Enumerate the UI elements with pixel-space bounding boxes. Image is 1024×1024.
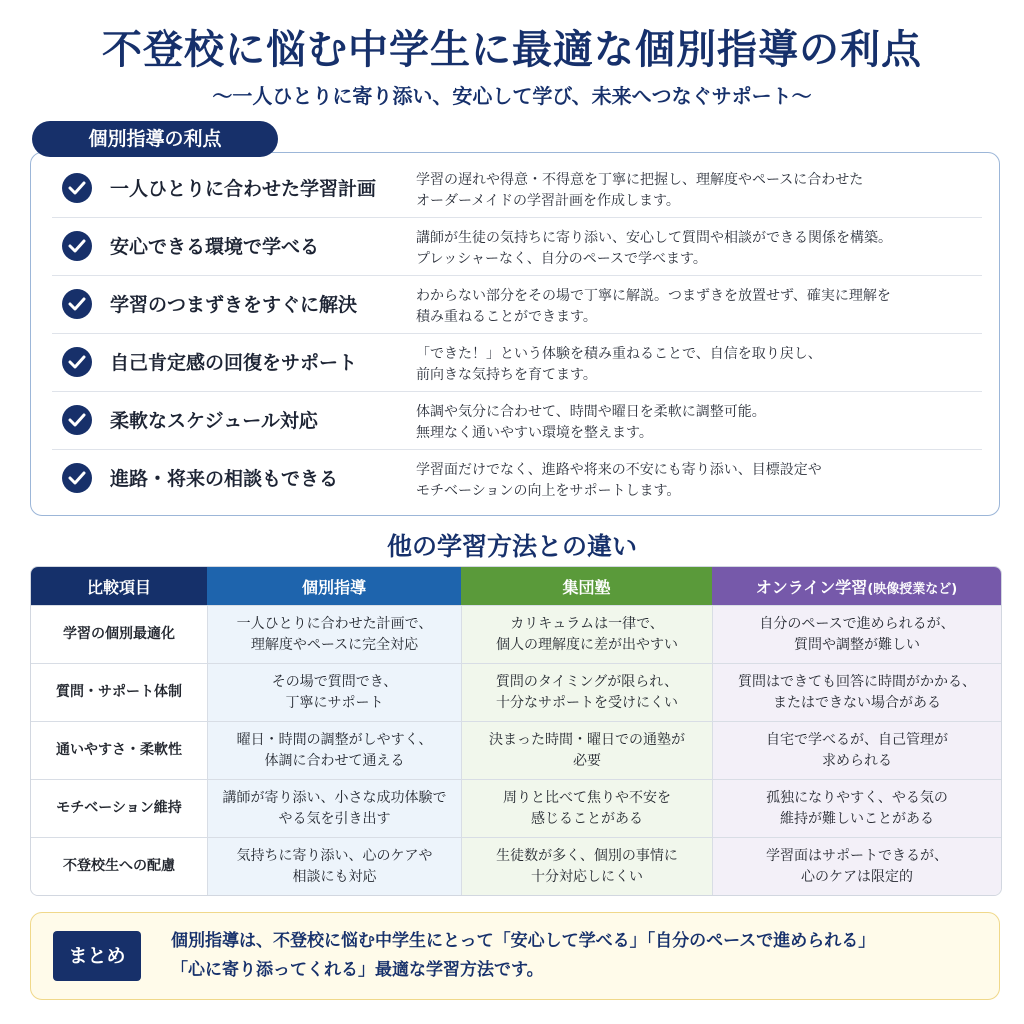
- cell-line-2: 理解度やペースに完全対応: [250, 636, 419, 653]
- benefit-item: [52, 160, 982, 218]
- cell-individual: [207, 663, 461, 721]
- summary-badge: まとめ: [53, 931, 141, 981]
- header-individual: 個別指導: [207, 567, 461, 605]
- cell-individual: [207, 605, 461, 663]
- checkmark-icon: [62, 347, 92, 377]
- checkmark-icon: [62, 405, 92, 435]
- cell-line-1: 生徒数が多く、個別の事情に: [496, 847, 678, 864]
- cell-line-1: その場で質問でき、: [271, 673, 398, 690]
- benefit-title: 自己肯定感の回復をサポート: [110, 352, 358, 374]
- cell-online: [712, 663, 1001, 721]
- cell-individual: [207, 779, 461, 837]
- cell-line-2: 丁寧にサポート: [285, 694, 384, 711]
- header-group-cram: 集団塾: [461, 567, 712, 605]
- benefit-desc: [416, 286, 976, 328]
- cell-group-cram: [461, 837, 712, 895]
- summary-text: [171, 927, 991, 985]
- benefit-desc: [416, 460, 976, 502]
- cell-group-cram: [461, 605, 712, 663]
- cell-line-1: カリキュラムは一律で、: [510, 615, 664, 632]
- benefit-desc-line-2: 前向きな気持ちを育てます。: [416, 367, 597, 383]
- benefit-desc-line-1: わからない部分をその場で丁寧に解説。つまずきを放置せず、確実に理解を: [416, 288, 891, 304]
- cell-line-2: またはできない場合がある: [773, 694, 941, 711]
- cell-online: [712, 837, 1001, 895]
- cell-online: [712, 605, 1001, 663]
- benefit-title: 柔軟なスケジュール対応: [110, 410, 318, 432]
- benefit-title: 学習のつまずきをすぐに解決: [110, 294, 358, 316]
- cell-line-1: 質問はできても回答に時間がかかる、: [738, 673, 976, 690]
- cell-line-2: 個人の理解度に差が出やすい: [496, 636, 678, 653]
- cell-group-cram: [461, 721, 712, 779]
- benefit-desc-line-1: 「できた！」という体験を積み重ねることで、自信を取り戻し、: [416, 346, 822, 362]
- benefit-desc-line-2: オーダーメイドの学習計画を作成します。: [416, 193, 680, 209]
- cell-line-1: 学習面はサポートできるが、: [766, 847, 948, 864]
- benefit-item: [52, 334, 982, 392]
- checkmark-icon: [62, 231, 92, 261]
- cell-line-2: 求められる: [822, 752, 892, 769]
- cell-line-2: 必要: [573, 752, 601, 769]
- benefit-desc: [416, 228, 976, 270]
- benefit-desc-line-1: 体調や気分に合わせて、時間や曜日を柔軟に調整可能。: [416, 404, 766, 420]
- row-label: 通いやすさ・柔軟性: [31, 721, 207, 779]
- row-label: 質問・サポート体制: [31, 663, 207, 721]
- cell-line-2: 心のケアは限定的: [801, 868, 913, 885]
- cell-line-2: 質問や調整が難しい: [794, 636, 920, 653]
- benefit-desc-line-1: 学習面だけでなく、進路や将来の不安にも寄り添い、目標設定や: [416, 462, 822, 478]
- benefit-desc: [416, 344, 976, 386]
- row-label: モチベーション維持: [31, 779, 207, 837]
- cell-online: [712, 721, 1001, 779]
- page-title: 不登校に悩む中学生に最適な個別指導の利点: [102, 26, 922, 73]
- checkmark-icon: [62, 463, 92, 493]
- header-compare-item: 比較項目: [31, 567, 207, 605]
- benefit-title: 安心できる環境で学べる: [110, 236, 320, 258]
- cell-line-2: 体調に合わせて通える: [264, 752, 405, 769]
- table-row: [31, 663, 1001, 721]
- cell-line-1: 曜日・時間の調整がしやすく、: [236, 731, 433, 748]
- benefit-title: 進路・将来の相談もできる: [110, 468, 339, 490]
- cell-line-2: 相談にも対応: [292, 868, 377, 885]
- benefit-desc-line-1: 学習の遅れや得意・不得意を丁寧に把握し、理解度やペースに合わせた: [416, 172, 864, 188]
- page-subtitle: 〜一人ひとりに寄り添い、安心して学び、未来へつなぐサポート〜: [212, 84, 812, 108]
- cell-line-1: 質問のタイミングが限られ、: [495, 673, 679, 690]
- checkmark-icon: [62, 173, 92, 203]
- benefit-desc-line-2: モチベーションの向上をサポートします。: [416, 483, 681, 499]
- row-label: 学習の個別最適化: [31, 605, 207, 663]
- checkmark-icon: [62, 289, 92, 319]
- comparison-table: [30, 566, 1002, 896]
- cell-group-cram: [461, 779, 712, 837]
- cell-individual: [207, 837, 461, 895]
- cell-line-1: 講師が寄り添い、小さな成功体験で: [222, 789, 447, 806]
- header-online-note: (映像授業など): [867, 581, 958, 597]
- summary-line-1: 個別指導は、不登校に悩む中学生にとって「安心して学べる」「自分のペースで進められる」: [171, 931, 876, 951]
- benefit-desc: [416, 170, 976, 212]
- cell-line-1: 周りと比べて焦りや不安を: [503, 789, 671, 806]
- benefit-item: [52, 450, 982, 508]
- benefit-item: [52, 218, 982, 276]
- cell-line-2: 感じることがある: [531, 810, 643, 827]
- cell-line-1: 自宅で学べるが、自己管理が: [766, 731, 948, 748]
- row-label: 不登校生への配慮: [31, 837, 207, 895]
- table-row: [31, 721, 1001, 779]
- benefit-desc-line-1: 講師が生徒の気持ちに寄り添い、安心して質問や相談ができる関係を構築。: [416, 230, 892, 246]
- cell-online: [712, 779, 1001, 837]
- cell-line-1: 気持ちに寄り添い、心のケアや: [236, 847, 433, 864]
- summary-panel: [30, 912, 1000, 1000]
- cell-line-1: 決まった時間・曜日での通塾が: [489, 731, 685, 748]
- header-online-label: オンライン学習: [755, 577, 868, 597]
- cell-group-cram: [461, 663, 712, 721]
- comparison-title: 他の学習方法との違い: [386, 532, 637, 561]
- benefit-desc: [416, 402, 976, 444]
- cell-line-1: 孤独になりやすく、やる気の: [766, 789, 948, 806]
- comparison-header-row: [31, 567, 1001, 605]
- summary-line-2: 「心に寄り添ってくれる」最適な学習方法です。: [171, 960, 544, 980]
- cell-line-2: 維持が難しいことがある: [780, 810, 934, 827]
- table-row: [31, 837, 1001, 895]
- cell-line-2: 十分対応しにくい: [531, 868, 643, 885]
- cell-line-2: やる気を引き出す: [278, 810, 391, 827]
- cell-individual: [207, 721, 461, 779]
- benefit-desc-line-2: 積み重ねることができます。: [416, 309, 597, 325]
- benefit-item: [52, 392, 982, 450]
- cell-line-1: 自分のペースで進められるが、: [759, 615, 955, 632]
- benefit-desc-line-2: 無理なく通いやすい環境を整えます。: [416, 425, 653, 441]
- cell-line-1: 一人ひとりに合わせた計画で、: [236, 615, 433, 632]
- cell-line-2: 十分なサポートを受けにくい: [496, 694, 678, 711]
- benefit-title: 一人ひとりに合わせた学習計画: [110, 178, 377, 200]
- benefit-desc-line-2: プレッシャーなく、自分のペースで学べます。: [416, 251, 707, 267]
- benefits-label: 個別指導の利点: [32, 121, 278, 157]
- table-row: [31, 605, 1001, 663]
- benefit-item: [52, 276, 982, 334]
- header-online: [712, 567, 1001, 605]
- table-row: [31, 779, 1001, 837]
